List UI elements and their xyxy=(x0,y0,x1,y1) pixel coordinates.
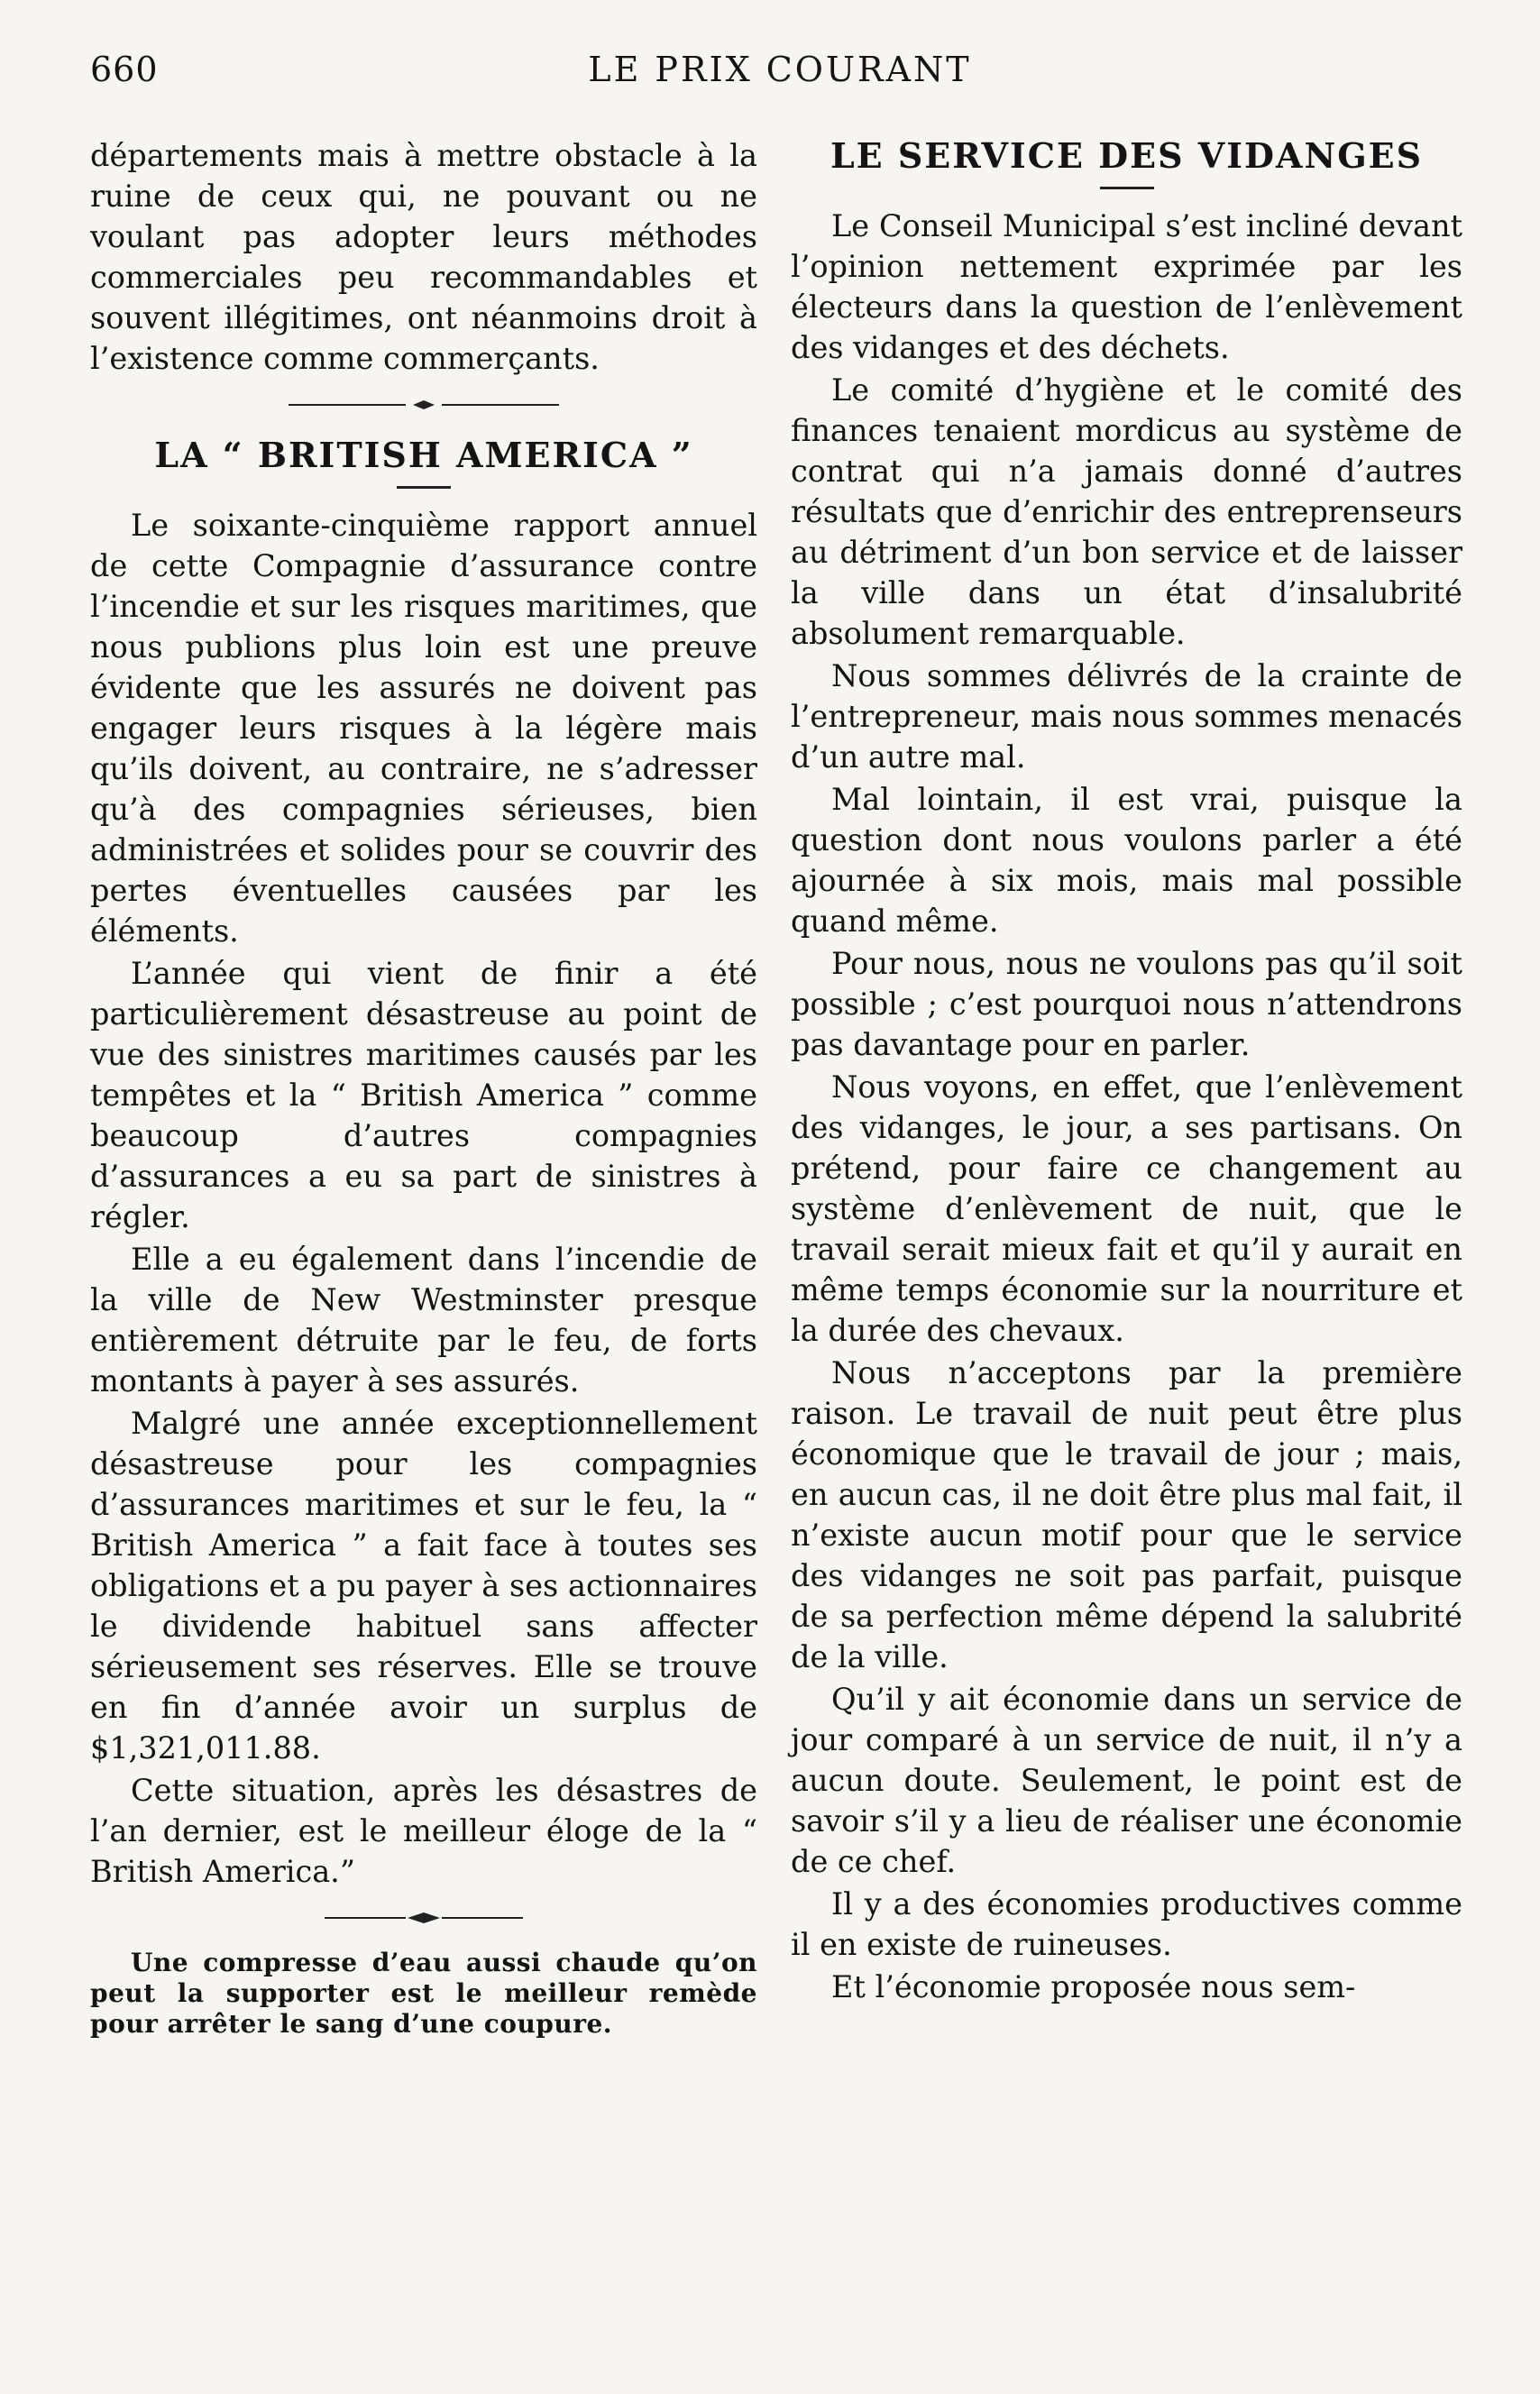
article-paragraph: Le comité d’hygiène et le comité des finances tenaient mordicus au système de contrat qui n’a jamais donné d’autres résultats que d’enrichir des entreprenseurs au détriment d’un bon service et de laisser la ville dans un état d’insalubrité absolument remarquable. xyxy=(791,372,1462,651)
article-paragraph: Cette situation, après les désastres de l’an dernier, est le meilleur éloge de la “ British America.” xyxy=(90,1773,757,1889)
left-column xyxy=(90,135,757,2040)
article-paragraph: Il y a des économies productives comme il en existe de ruineuses. xyxy=(791,1886,1462,1962)
running-title: LE PRIX COURANT xyxy=(588,50,972,89)
continuation-paragraph: départements mais à mettre obstacle à la ruine de ceux qui, ne pouvant ou ne voulant pas adopter leurs méthodes commerciales peu recommandables et souvent illégitimes, ont néanmoins droit à l’existence comme commerçants. xyxy=(90,138,757,376)
article-paragraph: L’année qui vient de finir a été particulièrement désastreuse au point de vue des sinistres maritimes causés par les tempêtes et la “ British America ” comme beaucoup d’autres compagnies d’assurances a eu sa part de sinistres à régler. xyxy=(90,956,757,1234)
ornament-divider xyxy=(289,1912,559,1924)
title-rule xyxy=(397,486,451,489)
page-number: 660 xyxy=(90,50,159,89)
article-paragraph: Nous sommes délivrés de la crainte de l’entrepreneur, mais nous sommes menacés d’un autre mal. xyxy=(791,658,1462,775)
title-rule xyxy=(1100,187,1154,189)
ornament-divider xyxy=(289,399,559,411)
article-paragraph: Mal lointain, il est vrai, puisque la question dont nous voulons parler a été ajournée à six mois, mais mal possible quand même. xyxy=(791,782,1462,939)
article-paragraph: Elle a eu également dans l’incendie de la ville de New Westminster presque entièrement détruite par le feu, de forts montants à payer à ses assurés. xyxy=(90,1242,757,1399)
article-title-service-vidanges: LE SERVICE DES VIDANGES xyxy=(830,135,1424,176)
article-paragraph: Le soixante-cinquième rapport annuel de cette Compagnie d’assurance contre l’incendie et sur les risques maritimes, que nous publions plus loin est une preuve évidente que les assurés ne doivent pas engager leurs risques à la légère mais qu’ils doivent, au contraire, ne s’adresser qu’à des compagnies sérieuses, bien administrées et solides pour se couvrir des pertes éventuelles causées par les éléments. xyxy=(90,508,757,949)
article-paragraph: Et l’économie proposée nous sem- xyxy=(831,1969,1356,2004)
article-paragraph: Pour nous, nous ne voulons pas qu’il soit possible ; c’est pourquoi nous n’attendrons pas davantage pour en parler. xyxy=(791,946,1462,1062)
article-paragraph: Malgré une année exceptionnellement désastreuse pour les compagnies d’assurances maritimes et sur le feu, la “ British America ” a fait face à toutes ses obligations et a pu payer à ses actionnaires le dividende habituel sans affecter sérieusement ses réserves. Elle se trouve en fin d’année avoir un surplus de $1,321,011.88. xyxy=(90,1406,757,1766)
page-header xyxy=(81,50,1479,104)
note-text: Une compresse d’eau aussi chaude qu’on peut la supporter est le meilleur remède pour arrêter le sang d’une coupure. xyxy=(90,1948,757,2039)
right-column xyxy=(791,135,1462,2007)
article-paragraph: Nous voyons, en effet, que l’enlèvement des vidanges, le jour, a ses partisans. On prétend, pour faire ce changement au système d’enlèvement de nuit, que le travail serait mieux fait et qu’il y aurait en même temps économie sur la nourriture et la durée des chevaux. xyxy=(791,1069,1462,1348)
article-paragraph: Nous n’acceptons par la première raison. Le travail de nuit peut être plus économique que le travail de jour ; mais, en aucun cas, il ne doit être plus mal fait, il n’existe aucun motif pour que le service des vidanges ne soit pas parfait, puisque de sa perfection même dépend la salubrité de la ville. xyxy=(791,1355,1462,1674)
article-paragraph: Le Conseil Municipal s’est incliné devant l’opinion nettement exprimée par les électeurs dans la question de l’enlèvement des vidanges et des déchets. xyxy=(791,208,1462,365)
article-paragraph: Qu’il y ait économie dans un service de jour comparé à un service de nuit, il n’y a aucun doute. Seulement, le point est de savoir s’il y a lieu de réaliser une économie de ce chef. xyxy=(791,1682,1462,1879)
health-tip-note xyxy=(90,1948,757,2040)
article-title-british-america: LA “ BRITISH AMERICA ” xyxy=(154,435,693,475)
